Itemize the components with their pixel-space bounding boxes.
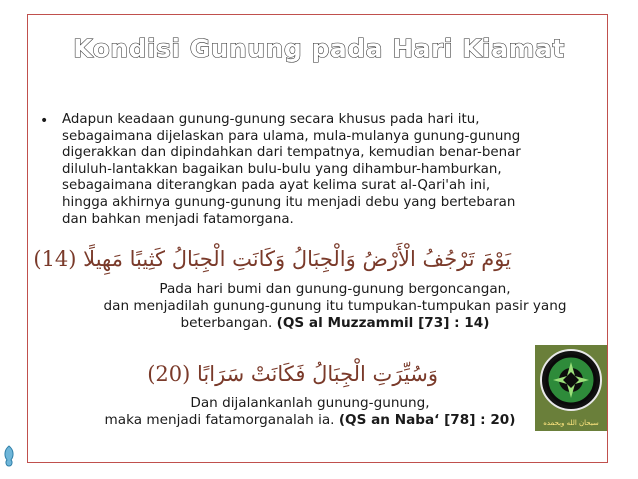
- translation-line: dan menjadilah gunung-gunung itu tumpukan-tumpukan pasir yang: [103, 298, 567, 314]
- paragraph-line: sebagaimana dijelaskan para ulama, mula-mulanya gunung-gunung: [62, 128, 521, 144]
- translation-text: maka menjadi fatamorganalah ia.: [104, 412, 335, 428]
- translation-line: [60, 315, 610, 332]
- translation-line: Dan dijalankanlah gunung-gunung,: [190, 395, 430, 411]
- tasbih-counter-image: [535, 345, 607, 431]
- translation-line: Pada hari bumi dan gunung-gunung bergoncangan,: [159, 281, 511, 297]
- verse-2-translation: [60, 395, 560, 429]
- slide-title: Kondisi Gunung pada Hari Kiamat: [73, 34, 565, 63]
- paragraph-line: digerakkan dan dipindahkan dari tempatnya, kemudian benar-benar: [62, 145, 521, 161]
- translation-text: beterbangan.: [180, 315, 273, 331]
- paragraph-line: dan bahkan menjadi fatamorgana.: [62, 211, 294, 227]
- badge-caption: سبحان الله وبحمده: [543, 419, 599, 427]
- arabic-verse-1: يَوْمَ تَرْجُفُ الْأَرْضُ وَالْجِبَالُ وَكَانَتِ الْجِبَالُ كَثِيبًا مَهِيلًا (14): [33, 247, 511, 271]
- arabic-verse-2: وَسُيِّرَتِ الْجِبَالُ فَكَانَتْ سَرَابًا (20): [147, 362, 438, 386]
- body-paragraph: [62, 112, 607, 228]
- verse-reference: (QS al Muzzammil [73] : 14): [276, 315, 490, 331]
- translation-line: [60, 412, 560, 429]
- verse-1-translation: [60, 281, 610, 332]
- paragraph-line: sebagaimana diterangkan pada ayat kelima surat al-Qari'ah ini,: [62, 178, 491, 194]
- counter-dial-icon: [539, 348, 603, 412]
- paragraph-line: Adapun keadaan gunung-gunung secara khusus pada hari itu,: [62, 112, 480, 127]
- bullet-marker: •: [40, 113, 49, 129]
- paragraph-line: hingga akhirnya gunung-gunung itu menjadi debu yang bertebaran: [62, 194, 516, 210]
- paragraph-line: diluluh-lantakkan bagaikan bulu-bulu yang dihambur-hamburkan,: [62, 161, 502, 177]
- corner-logo-icon: [2, 444, 16, 468]
- verse-reference: (QS an Naba‘ [78] : 20): [338, 412, 516, 428]
